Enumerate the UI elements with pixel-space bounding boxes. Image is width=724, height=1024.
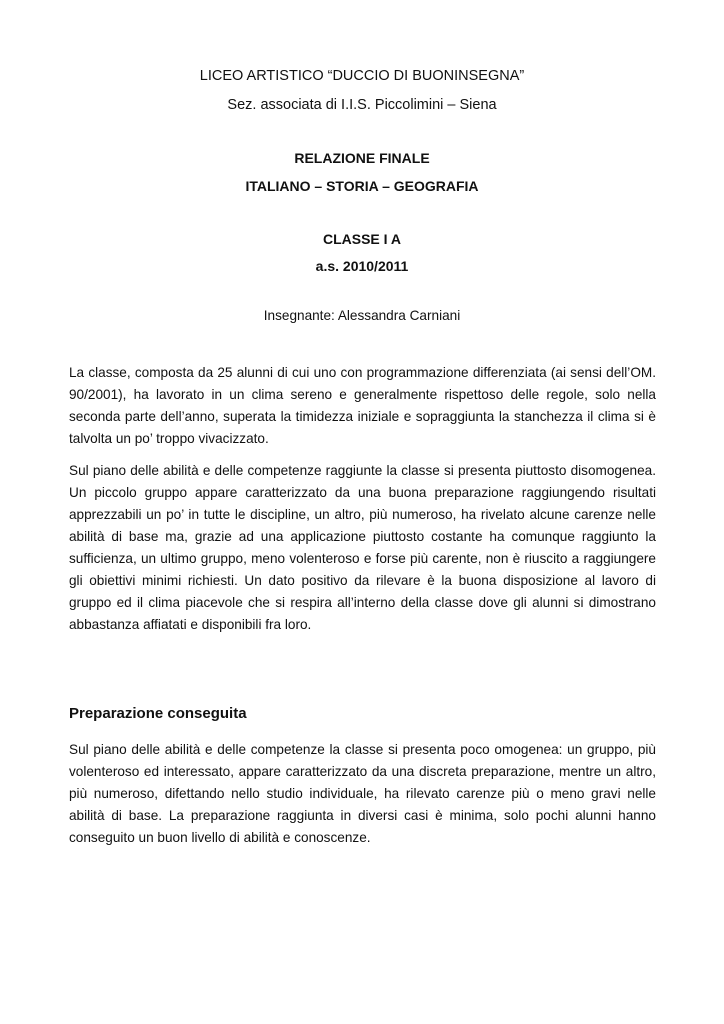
report-title: RELAZIONE FINALE [294,150,430,166]
year-wrap [0,256,724,276]
school-name: LICEO ARTISTICO “DUCCIO DI BUONINSEGNA” [199,68,525,84]
report-subjects: ITALIANO – STORIA – GEOGRAFIA [245,178,479,194]
branch-line-wrap [0,95,724,115]
document-header [0,66,724,86]
teacher-wrap [0,306,724,326]
section-heading-preparation: Preparazione conseguita [69,705,247,722]
paragraph-class-climate: La classe, composta da 25 alunni di cui uno con programmazione differenziata (ai sensi dell’OM. 90/2001), ha lavorato in un clima sereno e generalmente rispettoso delle regole, solo nella seconda parte dell’anno, superata la timidezza iniziale e sopraggiunta la stanchezza il clima si è talvolta un po’ troppo vivacizzato. [69,365,656,446]
paragraph-skills-overview: Sul piano delle abilità e delle competenze raggiunte la classe si presenta piuttosto disomogenea. Un piccolo gruppo appare caratterizzato da una buona preparazione raggiungendo risultati apprezzabili un po’ in tutte le discipline, un altro, più numeroso, ha rivelato alcune carenze nelle abilità di base ma, grazie ad una applicazione piuttosto costante ha comunque raggiunto la sufficienza, un ultimo gruppo, meno volenteroso e forse più carente, non è riuscito a raggiungere gli obiettivi minimi richiesti. Un dato positivo da rilevare è la buona disposizione al lavoro di gruppo ed il clima piacevole che si respira all’interno della classe dove gli alunni si dimostrano abbastanza affiatati e disponibili fra loro. [69,463,656,632]
subjects-wrap [0,176,724,196]
school-year: a.s. 2010/2011 [315,258,409,274]
teacher-name: Insegnante: Alessandra Carniani [263,308,461,323]
paragraph-preparation: Sul piano delle abilità e delle competenze la classe si presenta poco omogenea: un gruppo, più volenteroso ed interessato, appare caratterizzato da una discreta preparazione, mentre un altro, più numeroso, difettando nello studio individuale, ha rilevato carenze più o meno gravi nelle abilità di base. La preparazione raggiunta in diversi casi è minima, solo pochi alunni hanno conseguito un buon livello di abilità e conoscenze. [69,742,656,845]
class-label: CLASSE I A [322,231,402,247]
class-wrap [0,229,724,249]
report-title-wrap [0,148,724,168]
school-branch: Sez. associata di I.I.S. Piccolimini – Siena [227,97,497,113]
